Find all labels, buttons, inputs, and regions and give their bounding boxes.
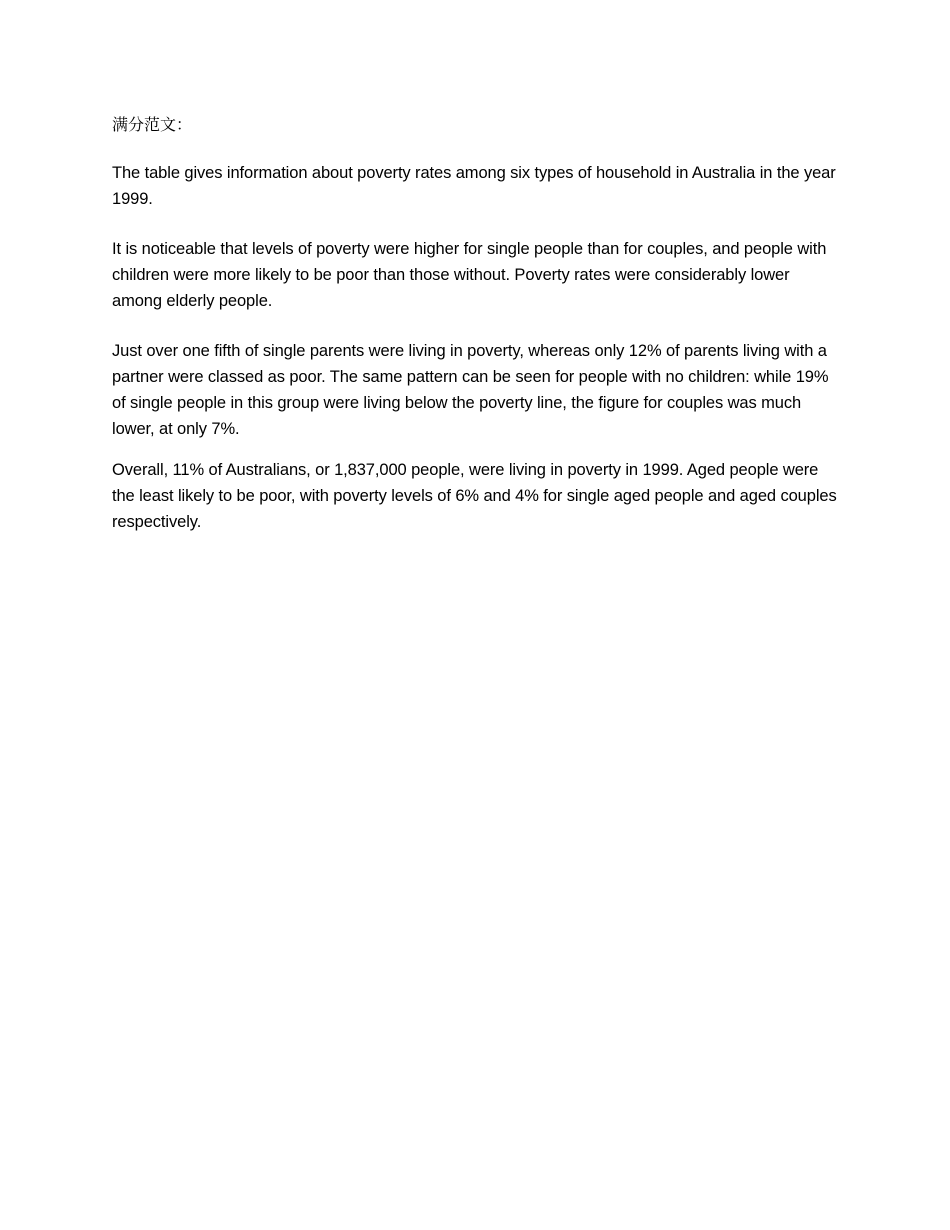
document-heading: 满分范文： xyxy=(112,115,193,134)
paragraph-overview: It is noticeable that levels of poverty were higher for single people than for couples, and people with children were more likely to be poor than those without. Poverty rates were considerably lower among elderly people. xyxy=(112,240,827,310)
document-body xyxy=(112,112,842,535)
paragraph-intro: The table gives information about poverty rates among six types of household in Australia in the year 1999. xyxy=(112,164,836,208)
paragraph-body-1: Just over one fifth of single parents were living in poverty, whereas only 12% of parents living with a partner were classed as poor. The same pattern can be seen for people with no children: while 19% of single people in this group were living below the poverty line, the figure for couples was much lower, at only 7%. xyxy=(112,342,829,438)
paragraph-body-2: Overall, 11% of Australians, or 1,837,000 people, were living in poverty in 1999. Aged people were the least likely to be poor, with poverty levels of 6% and 4% for single aged people and aged couples respectively. xyxy=(112,461,837,531)
